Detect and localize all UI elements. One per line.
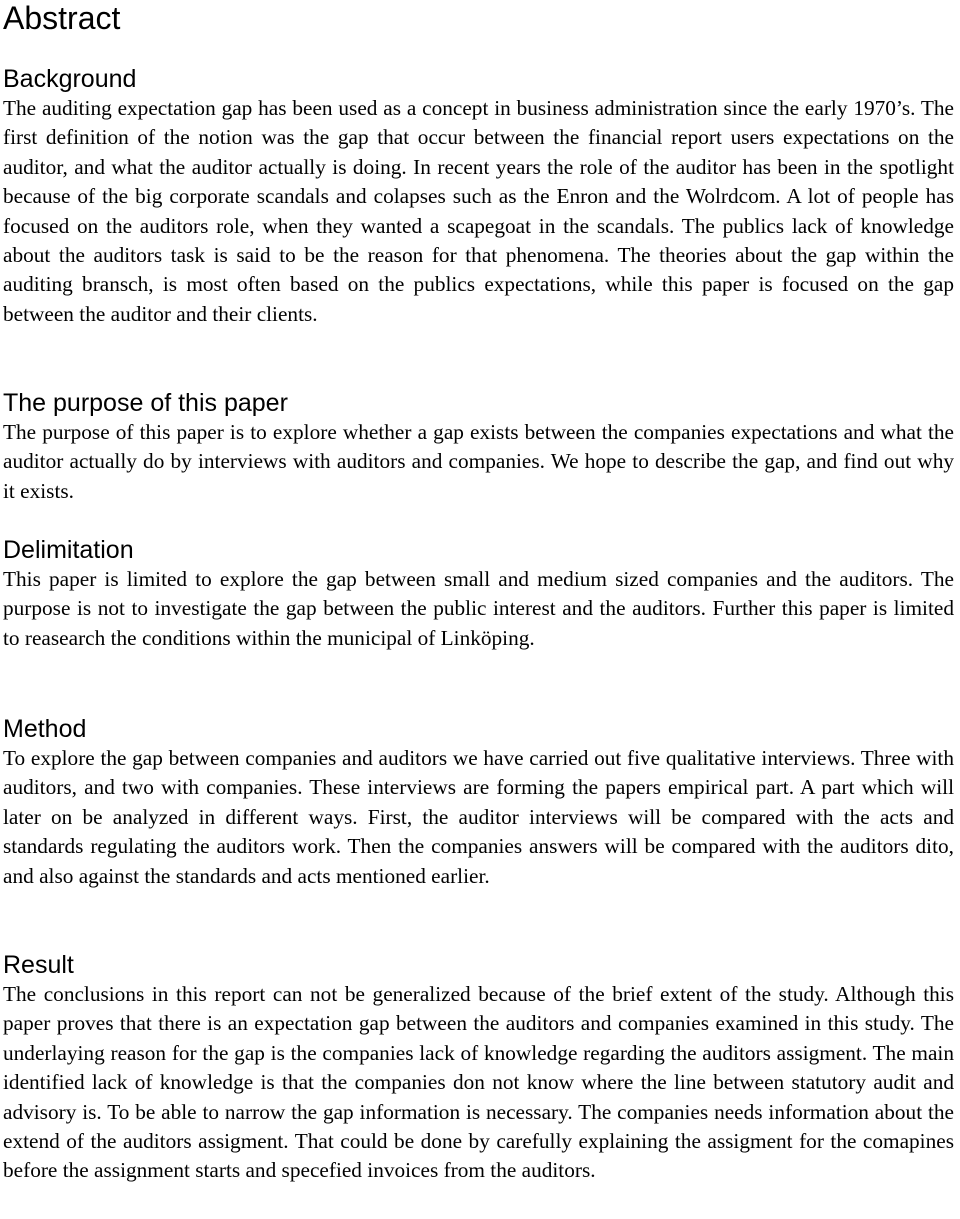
section-body-purpose: The purpose of this paper is to explore whether a gap exists between the companies expectations and what the auditor actually do by interviews with auditors and companies. We hope to describe the gap, and find out why it exists.	[3, 420, 954, 503]
section-heading-method: Method	[3, 715, 87, 743]
section-purpose	[3, 388, 954, 506]
section-heading-background: Background	[3, 65, 137, 93]
section-heading-purpose: The purpose of this paper	[3, 389, 288, 417]
section-heading-delimitation: Delimitation	[3, 536, 134, 564]
section-method	[3, 714, 954, 891]
section-result	[3, 950, 954, 1186]
section-body-method: To explore the gap between companies and auditors we have carried out five qualitative interviews. Three with auditors, and two with companies. These interviews are forming the papers empirical part. A part which will later on be analyzed in different ways. First, the auditor interviews will be compared with the acts and standards regulating the auditors work. Then the companies answers will be compared with the auditors dito, and also against the standards and acts mentioned earlier.	[3, 746, 954, 888]
section-delimitation	[3, 535, 954, 653]
section-body-result: The conclusions in this report can not be generalized because of the brief extent of the study. Although this paper proves that there is an expectation gap between the auditors and companies examined in this study. The underlaying reason for the gap is the companies lack of knowledge regarding the auditors assigment. The main identified lack of knowledge is that the companies don not know where the line between statutory audit and advisory is. To be able to narrow the gap information is necessary. The companies needs information about the extend of the auditors assigment. That could be done by carefully explaining the assigment for the comapines before the assignment starts and specefied invoices from the auditors.	[3, 982, 954, 1183]
section-body-delimitation: This paper is limited to explore the gap between small and medium sized companies and the auditors. The purpose is not to investigate the gap between the public interest and the auditors. Further this paper is limited to reasearch the conditions within the municipal of Linköping.	[3, 567, 954, 650]
page-title: Abstract	[3, 0, 121, 36]
section-body-background: The auditing expectation gap has been used as a concept in business administration since the early 1970’s. The first definition of the notion was the gap that occur between the financial report users expectations on the auditor, and what the auditor actually is doing. In recent years the role of the auditor has been in the spotlight because of the big corporate scandals and colapses such as the Enron and the Wolrdcom. A lot of people has focused on the auditors role, when they wanted a scapegoat in the scandals. The publics lack of knowledge about the auditors task is said to be the reason for that phenomena. The theories about the gap within the auditing bransch, is most often based on the publics expectations, while this paper is focused on the gap between the auditor and their clients.	[3, 96, 954, 326]
section-background	[3, 64, 954, 329]
section-heading-result: Result	[3, 951, 74, 979]
